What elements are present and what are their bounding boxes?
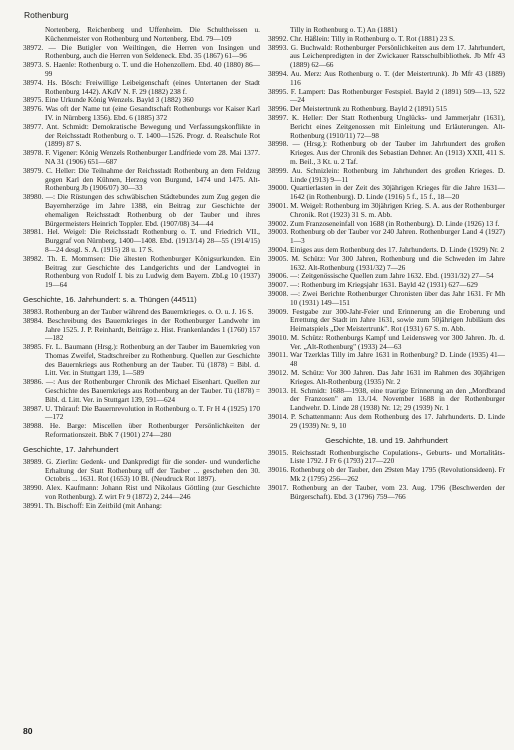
entry-number: 39004. xyxy=(268,244,289,254)
bibliography-entry xyxy=(268,387,505,413)
entry-number: 38983. xyxy=(23,306,44,316)
bibliography-entry xyxy=(23,193,260,228)
entry-text: Au. Merz: Aus Rothenburg o. T. (der Meistertrunk). Jb Mfr 43 (1889) 116 xyxy=(290,68,506,87)
entry-number: 38991. xyxy=(23,500,44,510)
entry-text: G. Buchwald: Rothenburger Persönlichkeiten aus dem 17. Jahrhundert, aus Leichenpredigten in der Zwickauer Ratsschulbibliothek. Jb Mfr 43 (1889) 62—66 xyxy=(290,42,505,70)
entry-number: 38996. xyxy=(268,104,289,114)
entry-number: 39009. xyxy=(268,306,289,316)
continued-entry: Tilly in Rothenburg o. T.) An (1881) xyxy=(290,25,398,34)
bibliography-entry xyxy=(268,290,505,308)
entry-text: Chr. Häßlein: Tilly in Rothenburg o. T. Rot (1881) 23 S. xyxy=(290,33,455,43)
entry-text: Fr. L. Baumann (Hrsg.): Rothenburg an der Tauber im Bauernkrieg von Thomas Zweifel, Stadtschreiber zu Rothenburg. Quellen zur Geschichte des Bauernkriegs aus Rothenburg an der Tauber. Tü (1878) = Bibl. d. Litt. Ver. in Stuttgart 139, 1—589 xyxy=(45,342,260,378)
bibliography-entry xyxy=(268,484,505,502)
entry-number: 38994. xyxy=(268,68,289,78)
bibliography-entry xyxy=(23,44,260,62)
bibliography-entry xyxy=(268,88,505,106)
section-heading: Geschichte, 17. Jahrhundert xyxy=(23,444,119,454)
entry-text: Zum Franzoseneinfall von 1688 (in Rothenburg). D. Linde (1926) 13 f. xyxy=(290,218,500,228)
entry-text: —: Rothenburg im Kriegsjahr 1631. Bayld 42 (1931) 627—629 xyxy=(290,280,478,290)
bibliography-entry xyxy=(23,105,260,123)
entry-number: 38982. xyxy=(23,253,44,263)
entry-number: 38992. xyxy=(268,33,289,43)
bibliography-entry xyxy=(23,149,260,167)
entry-number: 39006. xyxy=(268,271,289,281)
bibliography-entry xyxy=(268,70,505,88)
entry-text: War Tzerklas Tilly im Jahre 1631 in Rothenburg? D. Linde (1935) 41—48 xyxy=(289,350,505,369)
entry-text: Th. Bischoff: Ein Zeitbild (mit Anhang: xyxy=(44,500,162,510)
entry-number: 38972. xyxy=(23,42,44,52)
entry-number: 38974. xyxy=(23,77,44,87)
bibliography-entry xyxy=(268,255,505,273)
bibliography-entry xyxy=(23,422,260,440)
entry-text: S. Haenle: Rothenburg o. T. und die Hohenzollern. Ebd. 40 (1880) 86—99 xyxy=(45,60,260,78)
entry-text: Alex. Kaufmann: Johann Rist und Nikolaus Göttling (zur Geschichte von Rothenburg). Z wirt Fr 9 (1872) 2, 244—246 xyxy=(45,483,260,502)
entry-text: M. Schütz: Vor 300 Jahren, Rothenburg und die Schweden im Jahre 1632. Alt-Rothenburg (1931/32) 7—26 xyxy=(290,253,505,272)
entry-number: 39014. xyxy=(268,412,289,422)
bibliography-entry xyxy=(268,202,505,220)
entry-number: 38977. xyxy=(23,121,44,131)
entry-number: 39015. xyxy=(268,447,289,457)
entry-text: Festgabe zur 300-Jahr-Feier und Erinnerung an die Eroberung und Errettung der Stadt im Jahre 1631, sowie zum 50jährigen Jubiläum des Heimatspiels „Der Meistertrunk". Rot (1931) 67 S. m. Abb. xyxy=(290,306,505,334)
bibliography-entry xyxy=(23,484,260,502)
entry-number: 38981. xyxy=(23,227,44,237)
entry-number: 38978. xyxy=(23,148,44,158)
entry-text: Einiges aus dem Rothenburg des 17. Jahrhunderts. D. Linde (1929) Nr. 2 xyxy=(290,244,505,254)
entry-number: 39003. xyxy=(268,227,289,237)
bibliography-entry xyxy=(23,228,260,254)
bibliography-entry xyxy=(268,308,505,334)
entry-text: Beschreibung des Bauernkrieges in der Rothenburger Landwehr im Jahre 1525. J. P. Reinhardt, Beiträge z. Hist. Frankenlandes 1 (1760) 157—182 xyxy=(45,315,260,343)
entry-text: Au. Schnizlein: Rothenburg im Jahrhundert des großen Krieges. D. Linde (1913) 9—11 xyxy=(290,165,505,184)
bibliography-entry xyxy=(268,228,505,246)
bibliography-entry xyxy=(268,369,505,387)
bibliography-entry xyxy=(268,413,505,431)
continued-entry: Nortenberg, Reichenberg und Uffenheim. Die Schultheissen u. Küchenmeister von Rothenburg und Nortenberg. Ebd. 79—109 xyxy=(45,25,260,43)
entry-text: M. Schütz: Rothenburgs Kampf und Leidensweg vor 300 Jahren. Jb. d. Ver. „Alt-Rothenburg" (1933) 24—63 xyxy=(290,332,505,351)
entry-text: Rothenburg an der Tauber, vom 23. Aug. 1796 (Beschwerden der Bürgerschaft). Ebd. 3 (1796) 759—766 xyxy=(290,482,505,501)
entry-text: Eine Urkunde König Wenzels. Bayld 3 (1882) 360 xyxy=(45,95,194,105)
entry-text: Quartierlasten in der Zeit des 30jährigen Krieges für die Jahre 1631—1642 (in Rothenburg). D. Linde (1916) 5 f., 15 f., 18—20 xyxy=(290,183,505,202)
entry-text: — Die Butigler von Weiltingen, die Herren von Insingen und Rothenburg, auch die Herren von Seldeneck. Ebd. 35 (1867) 61—96 xyxy=(45,42,260,61)
bibliography-entry xyxy=(23,378,260,404)
entry-number: 39017. xyxy=(268,482,289,492)
bibliography-entry xyxy=(268,466,505,484)
bibliography-entry xyxy=(23,167,260,193)
section-heading: Geschichte, 16. Jahrhundert: s. a. Thüngen (44511) xyxy=(23,294,197,304)
bibliography-entry xyxy=(268,351,505,369)
entry-number: 39016. xyxy=(268,465,289,475)
bibliography-entry xyxy=(23,502,260,511)
page-number: 80 xyxy=(23,726,33,736)
entry-text: Rothenburg an der Tauber während des Bauernkrieges. o. O. u. J. 16 S. xyxy=(45,306,254,316)
left-column xyxy=(23,26,260,511)
entry-text: Hs. Bösch: Freiwillige Leibeigenschaft (eines Untertanen der Stadt Rothenburg 1442). AKdV N. F. 29 (1882) 238 f. xyxy=(45,77,260,96)
entry-number: 38980. xyxy=(23,192,44,202)
bibliography-entry xyxy=(23,343,260,378)
entry-number: 38993. xyxy=(268,42,289,52)
entry-number: 39001. xyxy=(268,200,289,210)
entry-text: Der Meistertrunk zu Rothenburg. Bayld 2 (1891) 515 xyxy=(290,104,447,114)
entry-number: 38985. xyxy=(23,342,44,352)
running-head: Rothenburg xyxy=(24,10,69,20)
entry-text: U. Thürauf: Die Bauernrevolution in Rothenburg o. T. Fr H 4 (1925) 170—172 xyxy=(45,403,261,422)
bibliography-entry xyxy=(268,184,505,202)
bibliography-entry xyxy=(268,449,505,467)
entry-number: 38975. xyxy=(23,95,44,105)
entry-text: Th. E. Mommsen: Die ältesten Rothenburger Königsurkunden. Ein Beitrag zur Geschichte des Landgerichts und der Landvogtei in Rothenburg von Rudolf I. bis zu Ludwig dem Bayern. ZbLg 10 (1937) 19—64 xyxy=(45,253,260,290)
bibliography-entry xyxy=(268,167,505,185)
entry-text: Reichsstadt Rothenburgische Copulations-, Geburts- und Mortalitäts-Liste 1792. J Fr 6 (1793) 217—220 xyxy=(290,447,505,466)
bibliography-entry xyxy=(23,123,260,149)
entry-text: —: Zwei Berichte Rothenburger Chronisten über das Jahr 1631. Fr Mh 10 (1931) 149—151 xyxy=(290,288,505,307)
bibliography-entry xyxy=(268,140,505,166)
entry-number: 39002. xyxy=(268,218,289,228)
bibliography-entry xyxy=(268,44,505,70)
entry-text: —: Aus der Rothenburger Chronik des Michael Eisenhart. Quellen zur Geschichte des Bauernkriegs aus Rothenburg an der Tauber. Tü (1878) = Bibl. d. Litt. Ver. in Stuttgart 139, 591—624 xyxy=(45,377,260,404)
bibliography-entry xyxy=(268,114,505,140)
entry-text: F. Vigener: König Wenzels Rothenburger Landfriede vom 28. Mai 1377. NA 31 (1906) 651—687 xyxy=(45,148,260,166)
entry-number: 39011. xyxy=(268,350,288,360)
section-heading: Geschichte, 18. und 19. Jahrhundert xyxy=(325,435,448,445)
entry-number: 39000. xyxy=(268,183,289,193)
right-column xyxy=(268,26,505,501)
entry-text: M. Schütz: Vor 300 Jahren. Das Jahr 1631 im Rahmen des 30jährigen Krieges. Alt-Rothenburg (1935) Nr. 2 xyxy=(290,368,505,386)
entry-text: Ant. Schmidt: Demokratische Bewegung und Verfassungskonflikte in der Reichsstadt Rothenburg o. T. 1400—1526. Progr. d. Realschule Rot (1899) 87 S. xyxy=(45,121,260,149)
entry-number: 39013. xyxy=(268,385,289,395)
entry-text: — (Hrsg.): Rothenburg ob der Tauber im Jahrhundert des großen Krieges. Aus der Chronik des Sebastian Dehner. An (1913) XXII, 411 S. m. Beil., 3 Kt. u. 2 Taf. xyxy=(290,139,505,166)
entry-text: Rothenburg ob der Tauber vor 240 Jahren. Rothenburger Land 4 (1927) 1—3 xyxy=(290,227,505,246)
entry-text: G. Zierlin: Gedenk- und Dankpredigt für die sonder- und wunderliche Erhaltung der Statt Rothenburg uff der Tauber ... geschehen den 30. Octobris ... 1631. Rot (1653) 10 Bl. (Neudruck Rot 1897). xyxy=(45,456,260,484)
entry-number: 38986. xyxy=(23,377,44,387)
entry-text: F. Lampert: Das Rothenburger Festspiel. Bayld 2 (1891) 509—13, 522—24 xyxy=(290,86,505,105)
entry-text: H. Schmidt: 1688—1938, eine traurige Erinnerung an den „Mordbrand der Franzosen" am 13./14. November 1688 in der Rothenburger Landwehr. D. Linde 28 (1938) Nr. 12; 29 (1939) Nr. 1 xyxy=(290,385,505,413)
bibliography-entry xyxy=(23,458,260,484)
entry-number: 38988. xyxy=(23,421,44,431)
entry-text: He. Barge: Miscellen über Rothenburger Persönlichkeiten der Reformationszeit. BbK 7 (1901) 274—280 xyxy=(45,421,260,440)
bibliography-entry xyxy=(23,79,260,97)
entry-number: 38973. xyxy=(23,60,44,70)
entry-number: 38979. xyxy=(23,165,44,175)
entry-text: Rothenburg ob der Tauber, den 29sten May 1795 (Revolutionsideen). Fr Mk 2 (1795) 256—262 xyxy=(290,465,505,484)
entry-number: 39012. xyxy=(268,368,289,378)
entry-number: 38976. xyxy=(23,104,44,114)
entry-number: 39008. xyxy=(268,288,289,298)
bibliography-entry xyxy=(23,61,260,79)
bibliography-entry xyxy=(23,405,260,423)
entry-number: 39007. xyxy=(268,280,289,290)
entry-text: Was oft der Name tut (eine Gesandtschaft Rothenburgs vor Kaiser Karl IV. in Nürnberg 1356). Ebd. 6 (1885) 372 xyxy=(45,104,260,122)
entry-number: 38984. xyxy=(23,315,44,325)
entry-number: 38995. xyxy=(268,86,289,96)
columns xyxy=(23,26,505,511)
entry-number: 38997. xyxy=(268,112,289,122)
entry-text: M. Weigel: Rothenburg im 30jährigen Krieg. S. A. aus der Rothenburger Chronik. Rot (1923) 31 S. m. Abb. xyxy=(290,200,505,219)
entry-text: C. Heller: Die Teilnahme der Reichsstadt Rothenburg an dem Feldzug gegen Karl den Kühnen, Herzog von Burgund, 1474 und 1475. Alt-Rothenburg Jb (1906/07) 30—33 xyxy=(45,165,260,193)
entry-number: 38998. xyxy=(268,139,289,149)
entry-number: 38999. xyxy=(268,165,289,175)
entry-number: 38987. xyxy=(23,403,44,413)
entry-number: 38989. xyxy=(23,456,44,466)
entry-number: 39005. xyxy=(268,253,289,263)
bibliography-entry xyxy=(23,317,260,343)
entry-number: 39010. xyxy=(268,332,289,342)
entry-text: —: Die Rüstungen des schwäbischen Städtebundes zum Zug gegen die Bayernherzöge im Jahre 1388, ein Beitrag zur Geschichte der ehemaligen Reichsstadt Rothenburg ob der Tauber und ihres Bürgermeisters Heinrich Toppler. Ebd. (1907/08) 34—44 xyxy=(45,192,260,228)
entry-text: Hel. Weigel: Die Reichsstadt Rothenburg o. T. und Friedrich VII., Burggraf von Nürnberg, 1400—1408. Ebd. (1913/14) 28—55 (1914/15) 8—24 desgl. S. A. (1915) 28 u. 17 S. xyxy=(45,227,260,254)
entry-text: P. Schattenmann: Aus dem Rothenburg des 17. Jahrhunderts. D. Linde 29 (1939) Nr. 9, 10 xyxy=(290,412,505,430)
bibliography-entry xyxy=(23,255,260,290)
bibliography-entry xyxy=(268,334,505,352)
entry-number: 38990. xyxy=(23,483,44,493)
entry-text: K. Heller: Der Statt Rothenburg Unglücks- und Jammerjahr (1631), Bericht eines Zeitgenossen mit Einleitung und Erläuterungen. Alt-Rothenburg (1910/11) 72—98 xyxy=(290,112,505,140)
entry-text: —: Zeitgenössische Quellen zum Jahre 1632. Ebd. (1931/32) 27—54 xyxy=(290,271,494,281)
